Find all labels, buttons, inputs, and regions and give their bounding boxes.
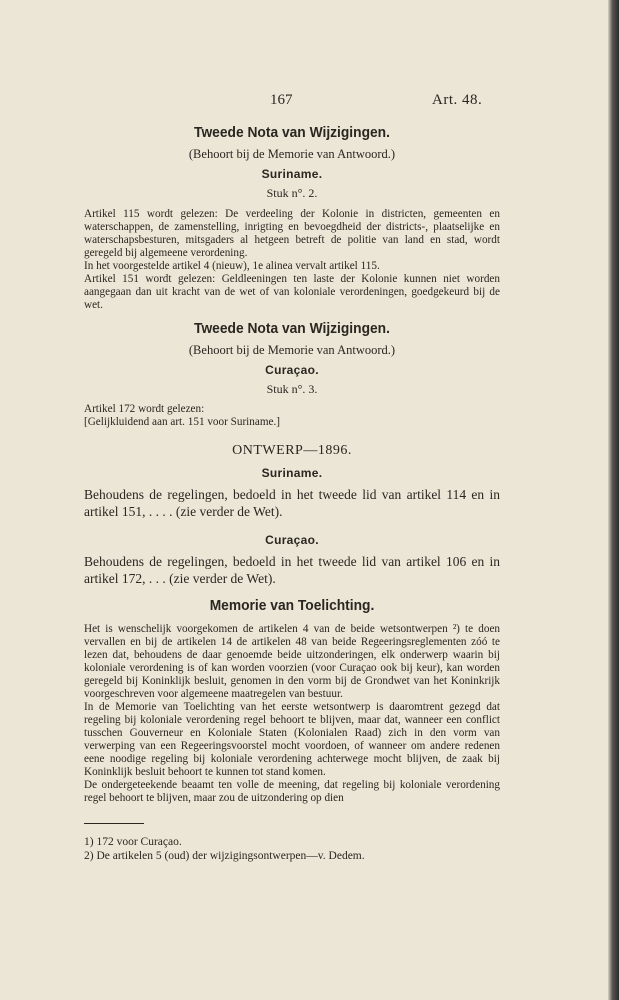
section2-paragraph: Artikel 172 wordt gelezen:: [84, 403, 205, 415]
section1-title: Tweede Nota van Wijzigingen.: [194, 124, 390, 141]
section1-paragraph: In het voorgestelde artikel 4 (nieuw), 1e alinea vervalt artikel 115.: [84, 260, 380, 272]
memorie-paragraph: Het is wenschelijk voorgekomen de artikelen 4 van de beide wetsontwerpen ²) te doen vervallen en bij de artikelen 14 de artikelen 48 van beide Regeeringsreglementen zóó te lezen dat, behoudens de daar genoemde beide uitzonderingen, elk onderwerp waarin bij koloniale verordening is of kan worden voorzien (voor Curaçao ook bij keur), kan worden geregeld bij Koninklijk besluit, genomen in den vorm bij de Grondwet van het Koninkrijk voorgeschreven voor algemeene maatregelen van bestuur.: [84, 623, 500, 700]
section1-colony: Suriname.: [261, 167, 323, 181]
footnote-mark: 1): [84, 836, 94, 848]
section1-stuk: Stuk n°. 2.: [266, 186, 318, 200]
ontwerp-title: ONTWERP—1896.: [232, 443, 352, 458]
section2-title: Tweede Nota van Wijzigingen.: [194, 320, 390, 337]
section2-stuk: Stuk n°. 3.: [266, 382, 318, 396]
section1-body: [84, 208, 500, 312]
ontwerp-curacao-head: Curaçao.: [265, 533, 319, 547]
footnote-1: [84, 836, 182, 848]
page-number: 167: [270, 92, 293, 108]
ontwerp-curacao-text: Behoudens de regelingen, bedoeld in het tweede lid van artikel 106 en in artikel 172, . . . (zie verder de Wet).: [84, 554, 500, 586]
footnote-mark: 2): [84, 850, 94, 862]
section2-body: [84, 403, 500, 429]
memorie-title: Memorie van Toelichting.: [209, 597, 375, 614]
ontwerp-suriname-text-block: [84, 487, 500, 520]
ontwerp-curacao-text-block: [84, 554, 500, 587]
page-edge-shadow: [608, 0, 619, 1000]
section2-paragraph: [Gelijkluidend aan art. 151 voor Suriname.]: [84, 416, 281, 428]
footnote-text: 172 voor Curaçao.: [96, 836, 182, 848]
section1-paragraph: Artikel 115 wordt gelezen: De verdeeling der Kolonie in districten, gemeenten en waterschappen, de zamenstelling, inrigting en bevoegdheid der districts-, plaatselijke en waterschapsbesturen, mitsgaders al hetgeen betreft de politie van land en stad, wordt geregeld bij algemeene verordening.: [84, 208, 500, 259]
memorie-paragraph: In de Memorie van Toelichting van het eerste wetsontwerp is daaromtrent gezegd dat regeling bij koloniale verordening regel behoort te blijven, maar dat, wanneer een conflict tusschen Gouverneur en Koloniale Staten (Kolonialen Raad) zich in den vorm van verwerping van een Regeeringsvoorstel mocht voordoen, of wanneer om andere redenen eene noodige regeling bij koloniale verordening achterwege mocht blijven, de zaak bij Koninklijk besluit behoort te kunnen tot stand komen.: [84, 701, 500, 778]
memorie-body: [84, 623, 500, 805]
footnote-text: De artikelen 5 (oud) der wijzigingsontwerpen—v. Dedem.: [96, 850, 365, 862]
ontwerp-suriname-text: Behoudens de regelingen, bedoeld in het tweede lid van artikel 114 en in artikel 151, . . . . (zie verder de Wet).: [84, 487, 500, 519]
memorie-paragraph: De ondergeteekende beaamt ten volle de meening, dat regeling bij koloniale verordening regel behoort te blijven, maar zou de uitzondering op dien: [84, 779, 500, 804]
footnote-2: [84, 850, 365, 862]
ontwerp-suriname-head: Suriname.: [261, 466, 323, 480]
section1-subtitle: (Behoort bij de Memorie van Antwoord.): [188, 147, 396, 161]
section1-paragraph: Artikel 151 wordt gelezen: Geldleeningen ten laste der Kolonie kunnen niet worden aangegaan dan uit kracht van de wet of van koloniale verordeningen, goedgekeurd bij de wet.: [84, 273, 500, 311]
section2-subtitle: (Behoort bij de Memorie van Antwoord.): [188, 343, 396, 357]
section2-colony: Curaçao.: [265, 363, 319, 377]
footnote-rule: [84, 823, 144, 824]
article-reference: Art. 48.: [432, 92, 483, 108]
